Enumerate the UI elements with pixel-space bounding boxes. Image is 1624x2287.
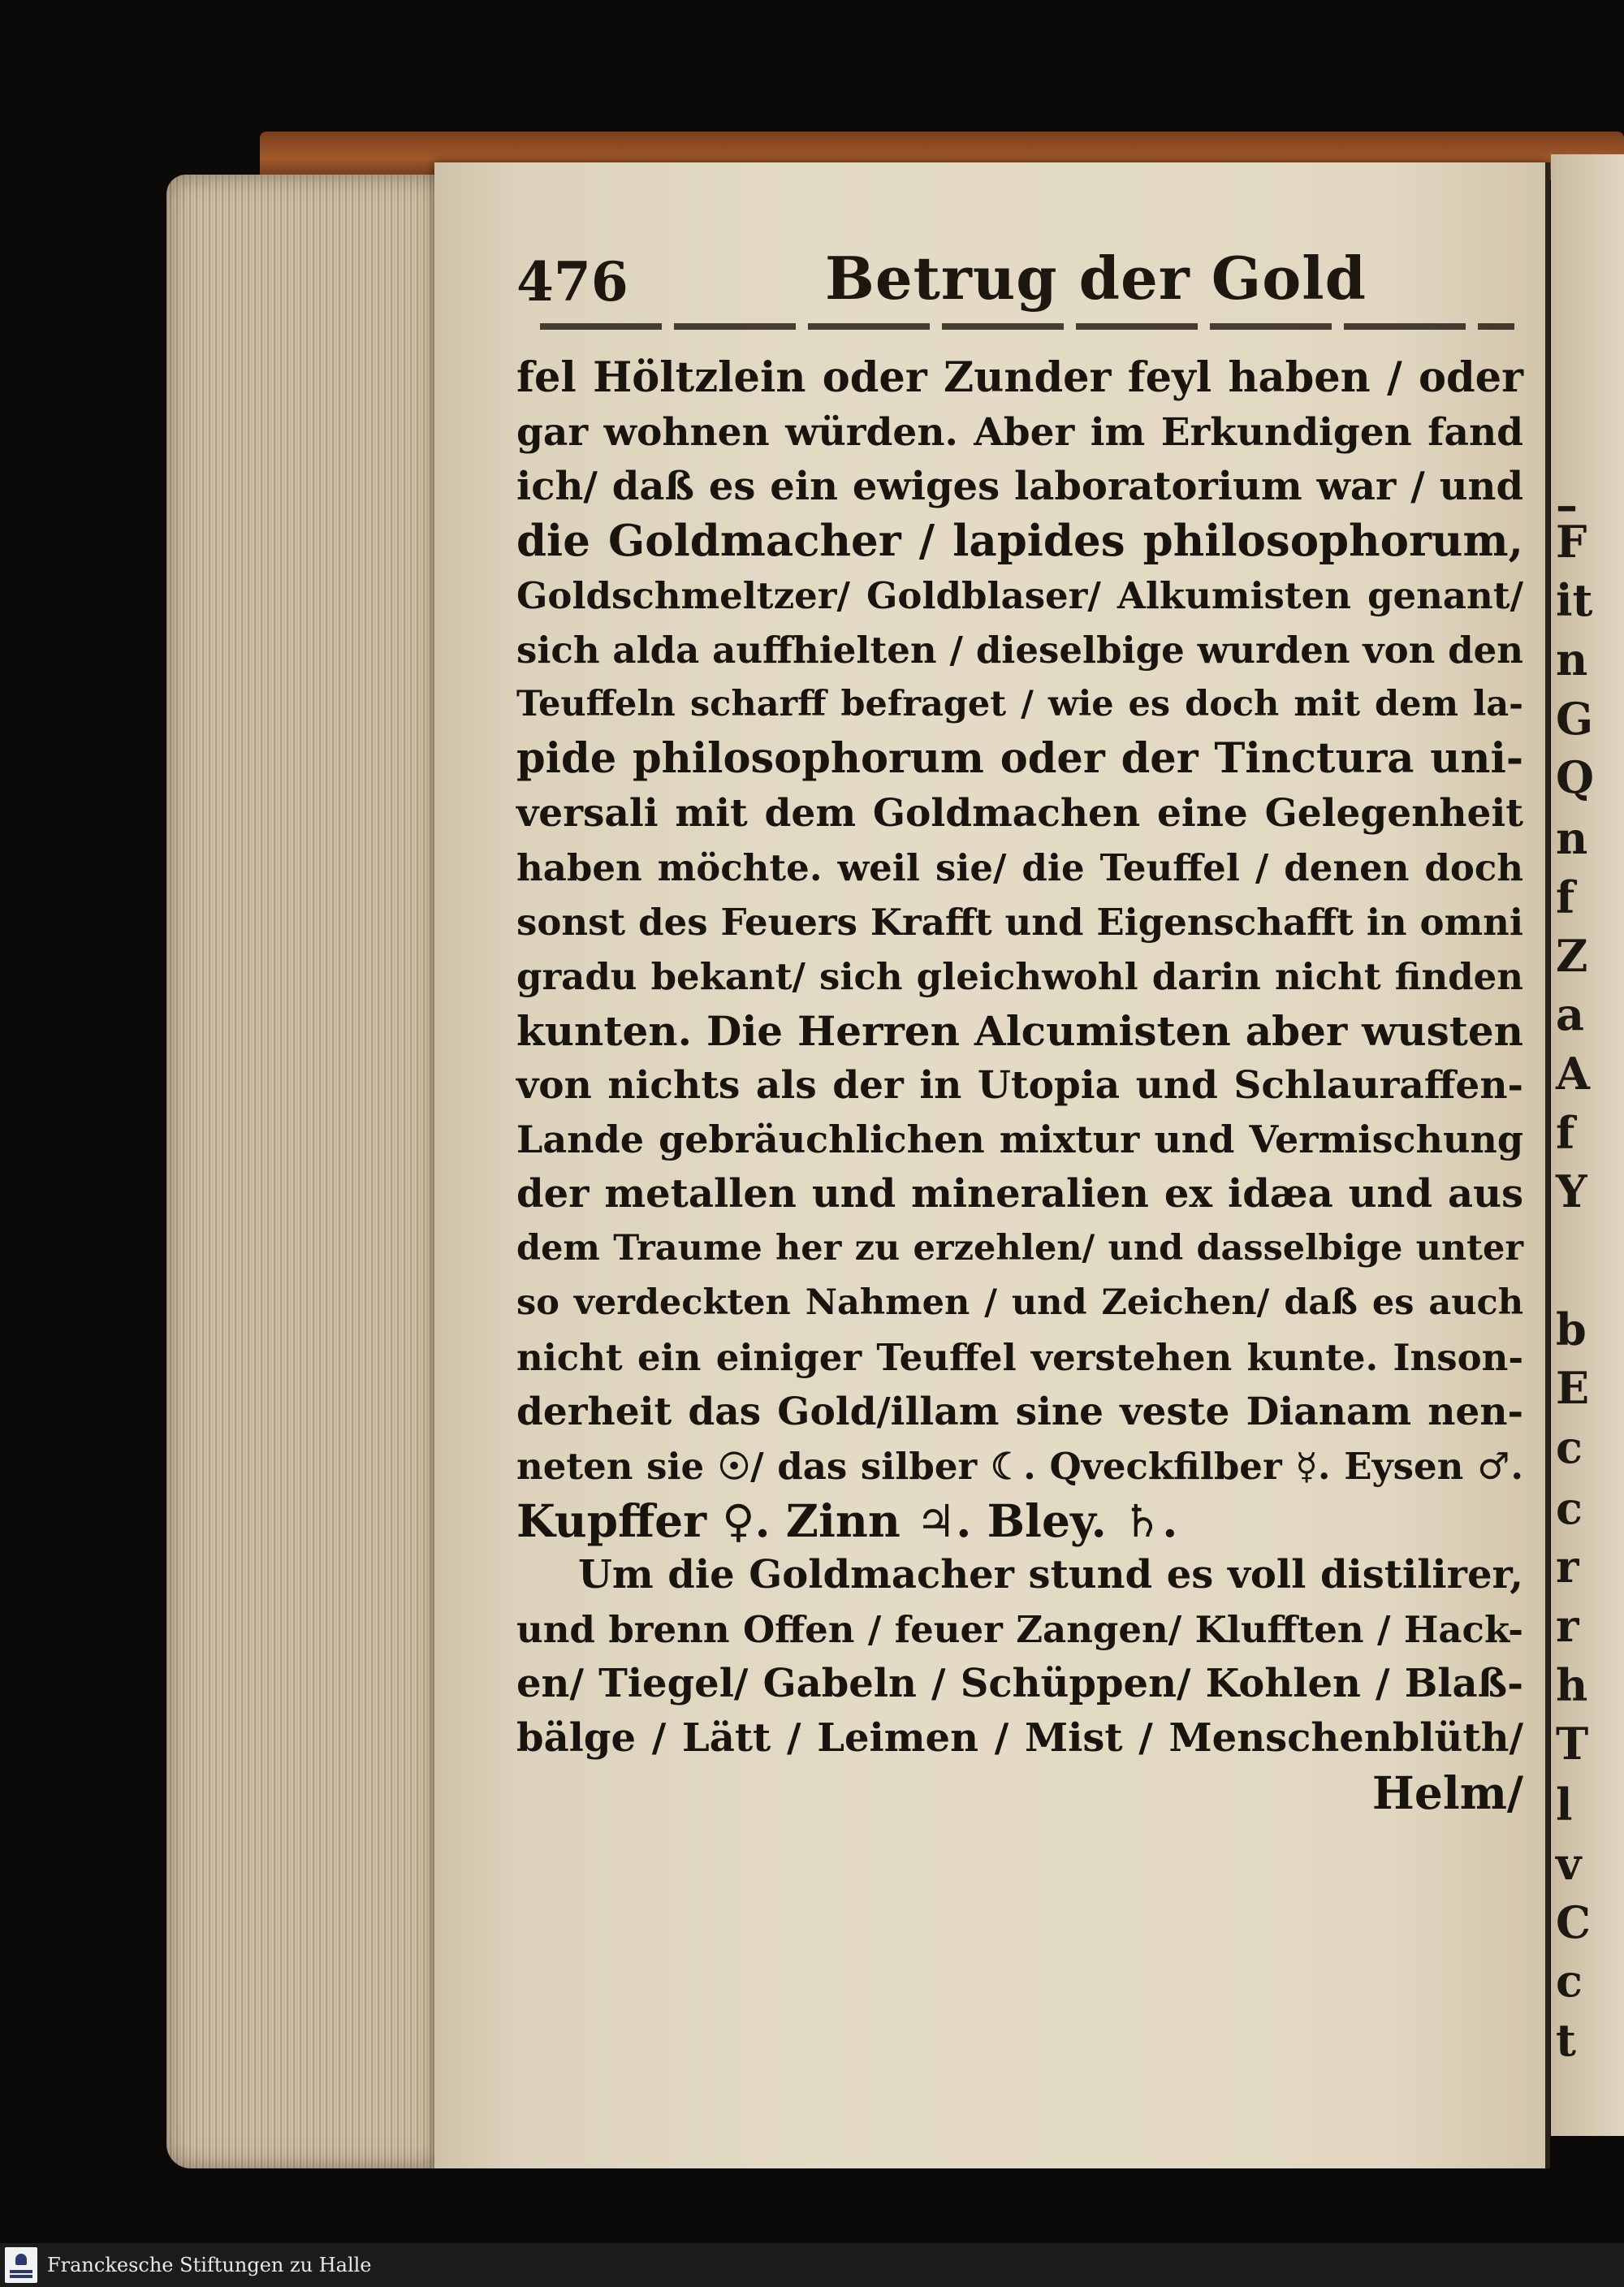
text-line: neten sie ☉/ das silber ☾. Qveckfilber ☿. Eysen ♂. [516, 1445, 1523, 1488]
text-line: pide philosophorum oder der Tinctura uni- [516, 734, 1523, 783]
text-line: nicht ein einiger Teuffel verstehen kunte. Inson- [516, 1336, 1523, 1379]
text-line: Lande gebräuchlichen mixtur und Vermischung [516, 1118, 1523, 1161]
adjacent-page-glyph: G [1556, 693, 1594, 745]
text-line: derheit das Gold/illam sine veste Dianam nen- [516, 1390, 1523, 1434]
text-line: der metallen und mineralien ex idæa und aus [516, 1171, 1523, 1217]
adjacent-page-glyph: r [1556, 1541, 1579, 1593]
page-number: 476 [516, 250, 628, 313]
body-text [516, 351, 1523, 1820]
adjacent-page-glyph: t [1556, 2014, 1576, 2066]
adjacent-page-glyph: f [1556, 871, 1575, 923]
text-line: sich alda auffhielten / dieselbige wurden von den [516, 629, 1523, 672]
adjacent-page-glyph: C [1556, 1896, 1591, 1948]
adjacent-page-glyph: Z [1556, 930, 1588, 982]
text-line: von nichts als der in Utopia und Schlauraffen- [516, 1063, 1523, 1108]
text-line: versali mit dem Goldmachen eine Gelegenheit [516, 791, 1523, 836]
text-line: so verdeckten Nahmen / und Zeichen/ daß es auch [516, 1282, 1523, 1323]
text-line: fel Höltzlein oder Zunder feyl haben / oder [516, 353, 1523, 402]
institution-name: Franckesche Stiftungen zu Halle [47, 2254, 372, 2276]
text-line: kunten. Die Herren Alcumisten aber wusten [516, 1007, 1523, 1055]
page-stack-edge [166, 175, 447, 2168]
running-head: Betrug der Gold [825, 244, 1367, 313]
adjacent-page-glyph: v [1556, 1838, 1582, 1890]
adjacent-page-glyph: c [1556, 1482, 1583, 1534]
text-line: en/ Tiegel/ Gabeln / Schüppen/ Kohlen / Blaß- [516, 1661, 1523, 1706]
adjacent-page-glyph: c [1556, 1955, 1583, 2007]
gutter [1545, 162, 1550, 2168]
adjacent-page-glyph: h [1556, 1659, 1588, 1711]
adjacent-page-glyph: F [1556, 516, 1587, 568]
adjacent-page-glyph: A [1556, 1048, 1590, 1100]
adjacent-page-glyph: r [1556, 1600, 1579, 1652]
text-line: gradu bekant/ sich gleichwohl darin nicht finden [516, 955, 1523, 998]
text-line: und brenn Offen / feuer Zangen/ Klufften / Hack- [516, 1608, 1523, 1651]
adjacent-page-glyph: b [1556, 1303, 1587, 1355]
adjacent-page-glyph: – [1556, 479, 1578, 531]
adjacent-page-glyph: n [1556, 633, 1588, 685]
text-line: dem Traume her zu erzehlen/ und dasselbige unter [516, 1228, 1523, 1269]
text-line: gar wohnen würden. Aber im Erkundigen fand [516, 410, 1523, 455]
text-line: sonst des Feuers Krafft und Eigenschafft in omni [516, 901, 1523, 944]
text-line: bälge / Lätt / Leimen / Mist / Menschenblüth/ [516, 1715, 1523, 1761]
text-line: Goldschmeltzer/ Goldblaser/ Alkumisten genant/ [516, 574, 1523, 617]
adjacent-page-glyph: a [1556, 988, 1584, 1040]
adjacent-page-glyph: l [1556, 1779, 1573, 1831]
text-line: Teuffeln scharff befraget / wie es doch mit dem la- [516, 684, 1523, 724]
institution-logo-icon [5, 2247, 37, 2283]
adjacent-page-glyph: T [1556, 1718, 1589, 1770]
header-rule [540, 323, 1514, 330]
adjacent-page-glyph: n [1556, 812, 1588, 864]
text-line: die Goldmacher / lapides philosophorum, [516, 516, 1523, 566]
text-line: Kupffer ♀. Zinn ♃. Bley. ♄. [516, 1494, 1178, 1547]
adjacent-page-fragment [1551, 154, 1624, 2136]
adjacent-page-glyph: E [1556, 1362, 1590, 1414]
adjacent-page-glyph: Y [1556, 1165, 1587, 1217]
adjacent-page-glyph: f [1556, 1107, 1575, 1159]
text-line: Um die Goldmacher stund es voll distilirer, [578, 1552, 1523, 1597]
adjacent-page-glyph: it [1556, 574, 1593, 626]
adjacent-page-glyph: Q [1556, 751, 1595, 803]
catchword: Helm/ [1371, 1766, 1523, 1819]
text-line: haben möchte. weil sie/ die Teuffel / denen doch [516, 846, 1523, 889]
page-header [516, 244, 1523, 317]
footer-bar [0, 2243, 1624, 2287]
adjacent-page-glyph: c [1556, 1421, 1583, 1473]
text-line: ich/ daß es ein ewiges laboratorium war / und [516, 464, 1523, 509]
